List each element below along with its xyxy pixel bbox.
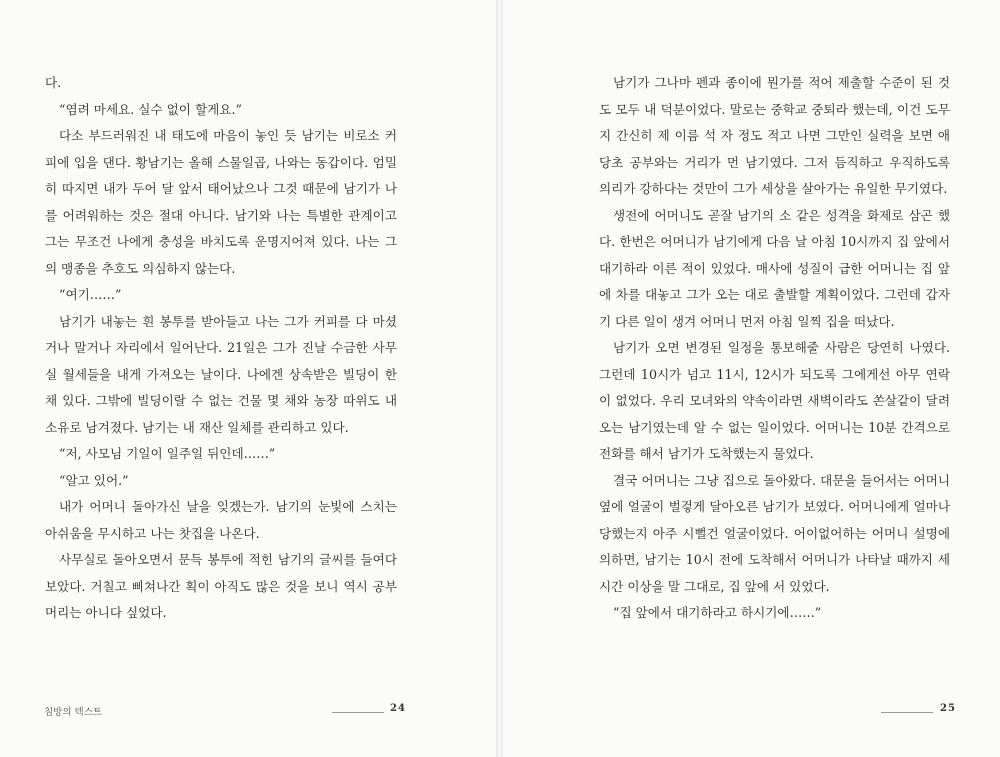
paragraph: 내가 어머니 돌아가신 날을 잊겠는가. 남기의 눈빛에 스치는 아쉬움을 무시하고 나는 찻집을 나온다. xyxy=(45,499,397,541)
paragraph: “저, 사모님 기일이 일주일 뒤인데……” xyxy=(59,446,276,461)
paragraph: 생전에 어머니도 곧잘 남기의 소 같은 성격을 화제로 삼곤 했다. 한번은 어머니가 남기에게 다음 날 아침 10시까지 집 앞에서 대기하라 이른 적이 있었다. 매사에 성질이 급한 어머니는 집 앞에 차를 대놓고 그가 오는 대로 출발할 계획이었다. 그런데 갑자기 다른 일이 생겨 어머니 먼저 아침 일찍 집을 떠났다. xyxy=(599,207,950,329)
paragraph: “여기……” xyxy=(59,287,122,302)
folio-rule xyxy=(881,712,933,713)
right-page xyxy=(503,0,1000,757)
folio-rule xyxy=(332,712,384,713)
page-number: 24 xyxy=(390,703,406,714)
paragraph: 남기가 오면 변경된 일정을 통보해줄 사람은 당연히 나였다. 그런데 10시가 넘고 11시, 12시가 되도록 그에게선 아무 연락이 없었다. 우리 모녀와의 약속이라면 새벽이라도 쏜살같이 달려오는 남기였는데 알 수 없는 일이었다. 어머니는 10분 간격으로 전화를 해서 남기가 도착했는지 물었다. xyxy=(599,340,950,461)
paragraph: “염려 마세요. 실수 없이 할게요.” xyxy=(59,101,242,117)
running-footer-title: 침방의 텍스트 xyxy=(44,707,103,718)
left-page-body xyxy=(45,70,397,627)
page-number: 25 xyxy=(940,703,956,714)
paragraph: 사무실로 돌아오면서 문득 봉투에 적힌 남기의 글씨를 들여다보았다. 거칠고 삐쳐나간 획이 아직도 많은 것을 보니 역시 공부머리는 아니다 싶었다. xyxy=(45,552,397,620)
paragraph: 다. xyxy=(45,75,62,90)
paragraph: “알고 있어.” xyxy=(59,472,129,488)
paragraph: 다소 부드러워진 내 태도에 마음이 놓인 듯 남기는 비로소 커피에 입을 댄다. 황남기는 올해 스물일곱, 나와는 동갑이다. 엄밀히 따지면 내가 두어 달 앞서 태어났으나 그것 때문에 남기가 나를 어려워하는 것은 절대 아니다. 남기와 나는 특별한 관계이고 그는 무조건 나에게 충성을 바치도록 운명지어져 있다. 나는 그의 맹종을 추호도 의심하지 않는다. xyxy=(45,128,397,276)
right-page-body xyxy=(599,70,950,627)
paragraph: “집 앞에서 대기하라고 하시기에……” xyxy=(613,605,822,620)
paragraph: 남기가 그나마 펜과 종이에 뭔가를 적어 제출할 수준이 된 것도 모두 내 덕분이었다. 말로는 중학교 중퇴라 했는데, 이건 도무지 간신히 제 이름 석 자 정도 적고 나면 그만인 실력을 보면 애당초 공부와는 거리가 먼 남기였다. 그저 듬직하고 우직하도록 의리가 강하다는 것만이 그가 세상을 살아가는 유일한 무기였다. xyxy=(599,75,950,196)
paragraph: 남기가 내놓는 흰 봉투를 받아들고 나는 그가 커피를 다 마셨거나 말거나 자리에서 일어난다. 21일은 그가 진날 수금한 사무실 월세들을 내게 가져오는 날이다. 나에겐 상속받은 빌딩이 한 채 있다. 그밖에 빌딩이랄 수 없는 건물 몇 채와 농장 따위도 내 소유로 남겨졌다. 남기는 내 재산 일체를 관리하고 있다. xyxy=(45,313,397,435)
paragraph: 결국 어머니는 그냥 집으로 돌아왔다. 대문을 들어서는 어머니 옆에 얼굴이 벌겋게 달아오른 남기가 보였다. 어머니에게 얼마나 당했는지 아주 시뻘건 얼굴이었다. 어이없어하는 어머니 설명에 의하면, 남기는 10시 전에 도착해서 어머니가 나타날 때까지 세 시간 이상을 말 그대로, 집 앞에 서 있었다. xyxy=(599,472,950,594)
left-page xyxy=(0,0,497,757)
